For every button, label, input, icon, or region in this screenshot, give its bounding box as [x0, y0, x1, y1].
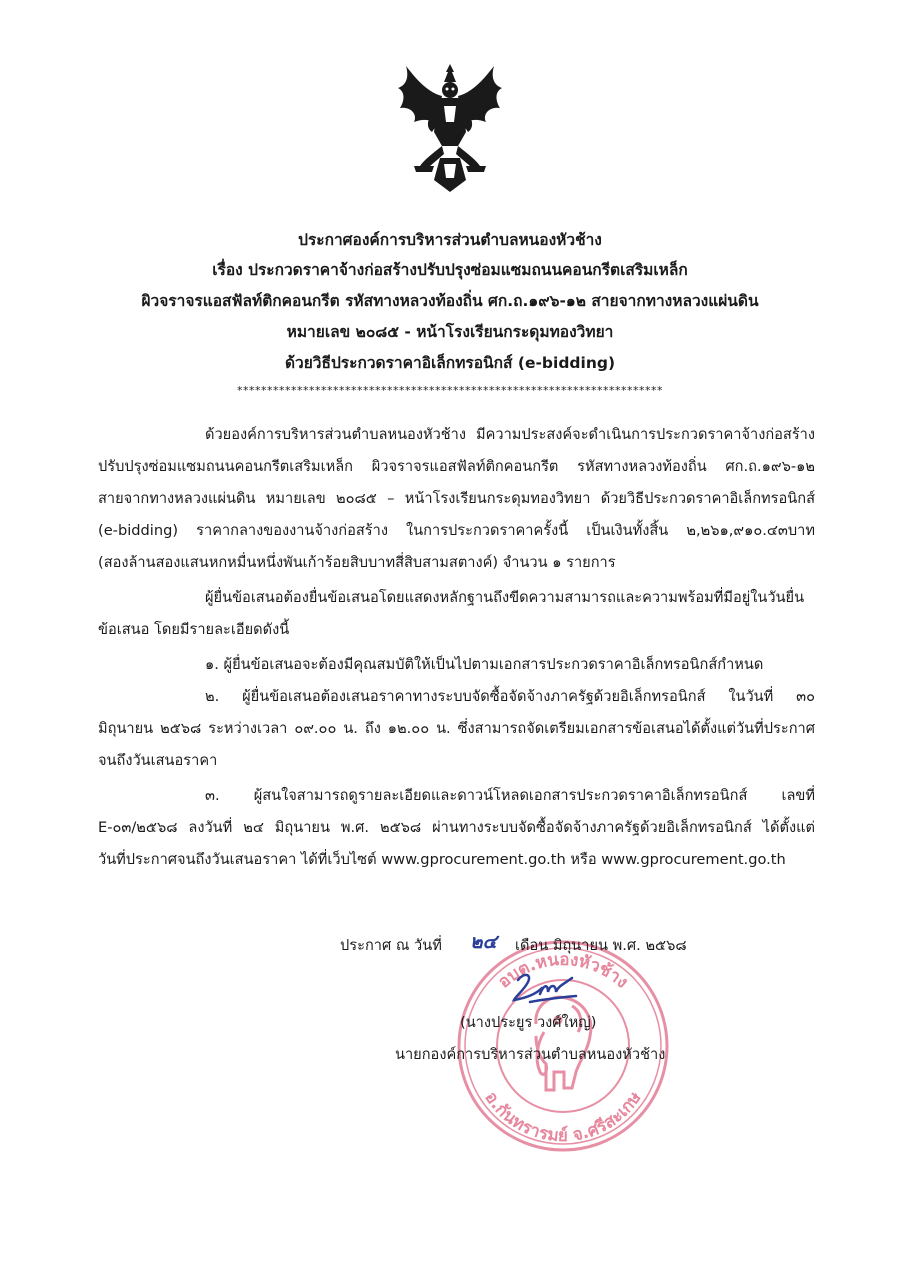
- svg-text:อ.กันทรารมย์ จ.ศรีสะเกษ: อ.กันทรารมย์ จ.ศรีสะเกษ: [480, 1088, 646, 1147]
- paragraph-1-line-1: ด้วยองค์การบริหารส่วนตำบลหนองหัวช้าง มีความประสงค์จะดำเนินการประกวดราคาจ้างก่อสร้าง: [205, 426, 815, 443]
- paragraph-1-line-4: (e-bidding) ราคากลางของงานจ้างก่อสร้าง ในการประกวดราคาครั้งนี้ เป็นเงินทั้งสิ้น ๒,๒๖๑,๙๑๐.๔๓บาท: [98, 522, 815, 539]
- paragraph-2-line-1: ผู้ยื่นข้อเสนอต้องยื่นข้อเสนอโดยแสดงหลักฐานถึงขีดความสามารถและความพร้อมที่มีอยู่ในวันยื่น: [205, 589, 805, 606]
- item-3-line-3: วันที่ประกาศจนถึงวันเสนอราคา ได้ที่เว็บไซต์ www.gprocurement.go.th หรือ www.gprocurement.go.th: [98, 851, 786, 868]
- item-2-line-3: จนถึงวันเสนอราคา: [98, 752, 218, 769]
- signatory-name: (นางประยูร วงศ์ใหญ่): [460, 1014, 597, 1031]
- handwritten-signature-icon: [510, 966, 580, 1006]
- item-2-line-1: ๒. ผู้ยื่นข้อเสนอต้องเสนอราคาทางระบบจัดซื้อจัดจ้างภาครัฐด้วยอิเล็กทรอนิกส์ ในวันที่ ๓๐: [205, 688, 815, 705]
- signatory-position: นายกองค์การบริหารส่วนตำบลหนองหัวช้าง: [395, 1046, 666, 1063]
- item-1: ๑. ผู้ยื่นข้อเสนอจะต้องมีคุณสมบัติให้เป็นไปตามเอกสารประกวดราคาอิเล็กทรอนิกส์กำหนด: [205, 656, 764, 673]
- item-2-line-2: มิถุนายน ๒๕๖๘ ระหว่างเวลา ๐๙.๐๐ น. ถึง ๑๒.๐๐ น. ซึ่งสามารถจัดเตรียมเอกสารข้อเสนอได้ตั้งแต่วันที่ประกาศ: [98, 720, 815, 737]
- subject-line-3: หมายเลข ๒๐๘๕ - หน้าโรงเรียนกระดุมทองวิทยา: [286, 323, 614, 341]
- subject-line-2: ผิวจราจรแอสฟัลท์ติกคอนกรีต รหัสทางหลวงท้องถิ่น ศก.ถ.๑๙๖-๑๒ สายจากทางหลวงแผ่นดิน: [141, 292, 759, 310]
- separator-line: ***********************************************************************: [237, 384, 663, 397]
- item-3-line-2: E-๐๓/๒๕๖๘ ลงวันที่ ๒๔ มิถุนายน พ.ศ. ๒๕๖๘ ผ่านทางระบบจัดซื้อจัดจ้างภาครัฐด้วยอิเล็กทรอนิกส์ ได้ตั้งแต่: [98, 819, 815, 836]
- garuda-emblem-icon: [396, 62, 504, 194]
- paragraph-2-line-2: ข้อเสนอ โดยมีรายละเอียดดังนี้: [98, 621, 290, 638]
- paragraph-1-line-3: สายจากทางหลวงแผ่นดิน หมายเลข ๒๐๘๕ – หน้าโรงเรียนกระดุมทองวิทยา ด้วยวิธีประกวดราคาอิเล็กทรอนิกส์: [98, 490, 815, 507]
- announcement-date-suffix: เดือน มิถุนายน พ.ศ. ๒๕๖๘: [515, 937, 687, 954]
- paragraph-1-line-2: ปรับปรุงซ่อมแซมถนนคอนกรีตเสริมเหล็ก ผิวจราจรแอสฟัลท์ติกคอนกรีต รหัสทางหลวงท้องถิ่น ศก.ถ.๑๙๖-๑๒: [98, 458, 815, 475]
- svg-text:อบต.หนองหัวช้าง: อบต.หนองหัวช้าง: [494, 949, 632, 993]
- handwritten-day: ๒๔: [470, 931, 497, 953]
- subject-line: เรื่อง ประกวดราคาจ้างก่อสร้างปรับปรุงซ่อมแซมถนนคอนกรีตเสริมเหล็ก: [212, 261, 688, 279]
- paragraph-1-line-5: (สองล้านสองแสนหกหมื่นหนึ่งพันเก้าร้อยสิบบาทสี่สิบสามสตางค์) จำนวน ๑ รายการ: [98, 554, 616, 571]
- subject-line-4: ด้วยวิธีประกวดราคาอิเล็กทรอนิกส์ (e-bidding): [284, 354, 616, 372]
- announcement-title: ประกาศองค์การบริหารส่วนตำบลหนองหัวช้าง: [298, 231, 602, 249]
- announcement-date-prefix: ประกาศ ณ วันที่: [340, 937, 442, 954]
- item-3-line-1: ๓. ผู้สนใจสามารถดูรายละเอียดและดาวน์โหลดเอกสารประกวดราคาอิเล็กทรอนิกส์ เลขที่: [205, 787, 815, 804]
